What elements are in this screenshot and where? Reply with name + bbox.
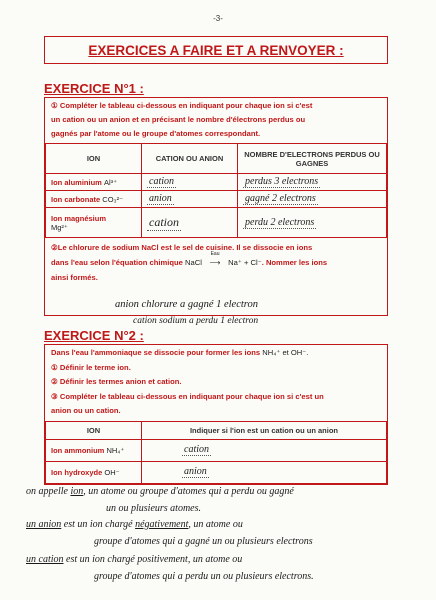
ion-name-cell bbox=[46, 461, 142, 483]
handwritten-answer: gagné 2 electrons bbox=[245, 193, 316, 204]
header-ion: ION bbox=[46, 144, 142, 174]
handwritten-answer: perdu 2 electrons bbox=[245, 216, 315, 228]
exercise-1-title: EXERCICE N°1 : bbox=[44, 81, 144, 96]
handwritten-answer-cation: cation sodium a perdu 1 electron bbox=[133, 316, 259, 326]
header-cation-anion: Indiquer si l'ion est un cation ou un anion bbox=[142, 421, 387, 439]
ion-name-cell bbox=[46, 174, 142, 191]
part2-text: . Nommer les ions bbox=[261, 258, 328, 267]
header-cation-anion: CATION OU ANION bbox=[142, 144, 238, 174]
answer-cell bbox=[142, 461, 387, 483]
hand-text: est un ion chargé positivement, un atome ou bbox=[66, 554, 243, 565]
handwritten-answer: cation bbox=[149, 176, 174, 187]
question-1: ① Définir le terme ion. bbox=[51, 362, 131, 372]
header-electrons: NOMBRE D'ELECTRONS PERDUS OU GAGNES bbox=[238, 144, 387, 174]
table-row bbox=[46, 461, 387, 483]
handwritten-answer-anion: anion chlorure a gagné 1 electron bbox=[115, 299, 258, 310]
exercise-2-instruction bbox=[45, 345, 387, 421]
hand-text: , un atome ou bbox=[188, 519, 243, 530]
ion-name-cell bbox=[46, 191, 142, 208]
table-row bbox=[46, 174, 387, 191]
ion-name-cell bbox=[46, 208, 142, 238]
ion-formula: OH⁻ bbox=[104, 467, 120, 477]
page-number: -3- bbox=[213, 14, 223, 23]
instruction-line: gagnés par l'atome ou le groupe d'atomes correspondant. bbox=[51, 129, 261, 138]
hand-text: on appelle bbox=[26, 486, 68, 497]
ion-name: Ion ammonium bbox=[51, 445, 105, 455]
exercise-1-box bbox=[44, 97, 388, 326]
part2-line bbox=[51, 270, 381, 285]
electrons-cell bbox=[238, 174, 387, 191]
ions-table-2 bbox=[45, 421, 387, 484]
question-3-cont: anion ou un cation. bbox=[51, 406, 121, 415]
ion-formula: Al³⁺ bbox=[103, 177, 118, 187]
main-title: EXERCICES A FAIRE ET A RENVOYER : bbox=[88, 42, 344, 58]
ion-name: Ion aluminium bbox=[51, 177, 102, 187]
question-2: ② Définir les termes anion et cation. bbox=[51, 377, 182, 386]
ion-name: Ion magnésium bbox=[51, 213, 107, 223]
hand-keyword-cation: un cation bbox=[26, 554, 64, 565]
equation-arrow-label: Eau bbox=[210, 251, 220, 257]
type-cell bbox=[142, 174, 238, 191]
intro-ions: NH₄⁺ et OH⁻. bbox=[262, 348, 309, 357]
handwritten-anion-definition bbox=[26, 519, 243, 530]
ion-name: Ion carbonate bbox=[51, 194, 101, 204]
question-3: ③ Compléter le tableau ci-dessous en indiquant pour chaque ion si c'est un bbox=[51, 391, 324, 401]
table-row bbox=[46, 208, 387, 238]
electrons-cell bbox=[238, 208, 387, 238]
equation-products: Na⁺ + Cl⁻ bbox=[228, 258, 262, 267]
part2-line bbox=[51, 251, 381, 270]
handwritten-ion-definition bbox=[26, 486, 294, 497]
part2-line: ②Le chlorure de sodium NaCl est le sel de cuisine. Il se dissocie en ions bbox=[51, 243, 313, 252]
ion-name-cell bbox=[46, 439, 142, 461]
type-cell bbox=[142, 208, 238, 238]
hand-keyword-ion: ion bbox=[70, 486, 84, 497]
instruction-line: ① Compléter le tableau ci-dessous en indiquant pour chaque ion si c'est bbox=[51, 101, 313, 110]
arrow-icon: ⟶ bbox=[209, 258, 221, 267]
ion-name: Ion hydroxyde bbox=[51, 467, 103, 477]
hand-text: est un ion chargé bbox=[63, 519, 133, 530]
part2-text: ainsi formés. bbox=[51, 273, 98, 282]
table-row bbox=[46, 439, 387, 461]
handwritten-anion-definition-2: groupe d'atomes qui a gagné un ou plusieurs electrons bbox=[94, 536, 313, 547]
handwritten-cation-definition bbox=[26, 554, 242, 565]
type-cell bbox=[142, 191, 238, 208]
exercise-2-title: EXERCICE N°2 : bbox=[44, 328, 144, 343]
handwritten-answer: cation bbox=[184, 444, 209, 455]
answer-cell bbox=[142, 439, 387, 461]
equation-arrow bbox=[204, 251, 226, 270]
ion-formula: NH₄⁺ bbox=[106, 445, 125, 455]
ions-table-1 bbox=[45, 143, 387, 238]
handwritten-answer: perdus 3 electrons bbox=[245, 176, 319, 187]
hand-text: , un atome ou groupe d'atomes qui a perdu ou gagné bbox=[83, 486, 294, 497]
electrons-cell bbox=[238, 191, 387, 208]
handwritten-answer: anion bbox=[149, 193, 172, 204]
part2-text: dans l'eau selon l'équation chimique bbox=[51, 258, 183, 267]
handwritten-cation-definition-2: groupe d'atomes qui a perdu un ou plusieurs electrons. bbox=[94, 571, 314, 582]
instruction-line: un cation ou un anion et en précisant le nombre d'électrons perdus ou bbox=[51, 115, 306, 124]
table-header-row bbox=[46, 144, 387, 174]
hand-keyword-anion: un anion bbox=[26, 519, 62, 530]
exercise-1-instruction bbox=[45, 98, 387, 143]
intro-text: Dans l'eau l'ammoniaque se dissocie pour former les ions bbox=[51, 348, 261, 357]
table-header-row bbox=[46, 421, 387, 439]
header-ion: ION bbox=[46, 421, 142, 439]
ion-formula: Mg²⁺ bbox=[51, 222, 68, 232]
exercise-2-box bbox=[44, 344, 388, 485]
ion-formula: CO₃²⁻ bbox=[102, 194, 124, 204]
main-title-box bbox=[44, 36, 388, 64]
handwritten-answer: cation bbox=[149, 214, 179, 229]
table-row bbox=[46, 191, 387, 208]
equation-reactant: NaCl bbox=[185, 258, 202, 267]
handwritten-ion-definition-2: un ou plusieurs atomes. bbox=[106, 503, 201, 514]
hand-keyword-negatively: négativement bbox=[135, 519, 189, 530]
intro-line bbox=[51, 346, 381, 361]
handwritten-answer: anion bbox=[184, 466, 207, 477]
